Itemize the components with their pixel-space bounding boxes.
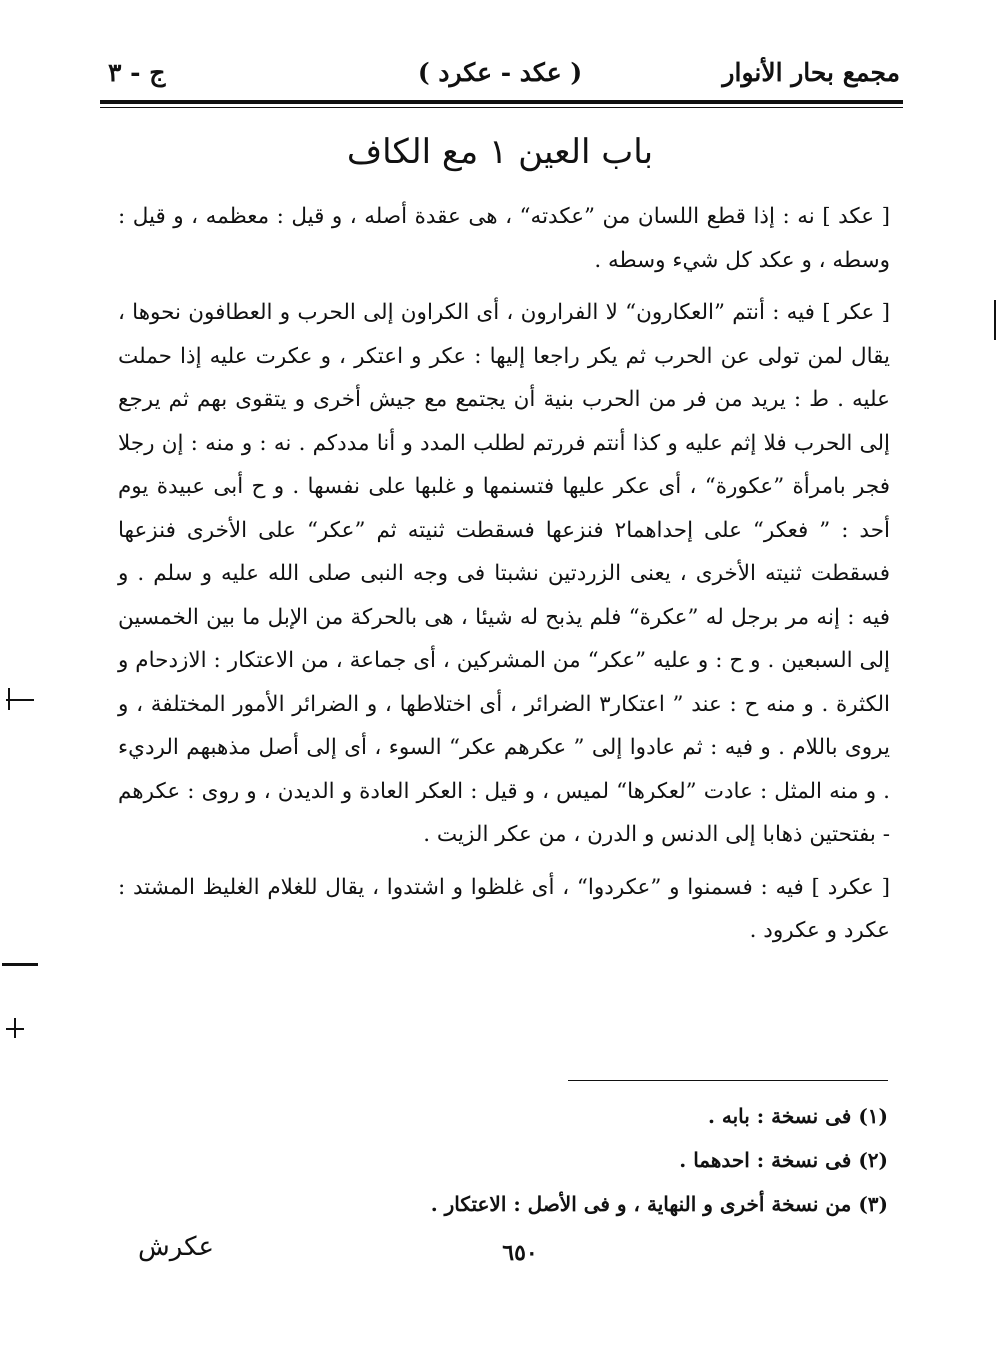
- scan-mark-5: [14, 1018, 16, 1038]
- headword-range: ( عكد - عكرد ): [417, 58, 583, 87]
- footnote-1: (١) فى نسخة : بابه .: [707, 1104, 888, 1128]
- volume-number: ج - ٣: [108, 58, 166, 87]
- scan-mark-2: [8, 688, 10, 710]
- scan-mark-1: [6, 699, 34, 701]
- footnotes: [400, 1094, 888, 1226]
- catchword: عكرش: [138, 1232, 214, 1262]
- chapter-title: باب العين ١ مع الكاف: [346, 132, 654, 172]
- footnote-3: (٣) من نسخة أخرى و النهاية ، و فى الأصل : الاعتكار .: [430, 1192, 888, 1216]
- scan-mark-6: [994, 300, 996, 340]
- footnote-divider: [568, 1080, 888, 1081]
- entry-akr: [ عكر ] فيه : أنتم ”العكارون“ لا الفرارون ، أى الكراون إلى الحرب و العطافون نحوها ، يقال لمن تولى عن الحرب ثم يكر راجعا إليها : عكر و اعتكر ، و عكرت عليه إذا حملت عليه . ط : يريد من فر من الحرب بنية أن يجتمع مع جيش أخرى و يتقوى بهم ثم يرجع إلى الحرب فلا إثم عليه و كذا أنتم فررتم لطلب المدد و أنا مددكم . نه : و منه : إن رجلا فجر بامرأة ”عكورة“ ، أى عكر عليها فتسنمها و غلبها على نفسها . و ح أبى عبيدة يوم أحد : ” فعكر“ على إحداهما٢ فنزعها فسقطت ثنيته ثم ”عكر“ على الأخرى فنزعها فسقطت ثنيته الأخرى ، يعنى الزردتين نشبتا فى وجه النبى صلى الله عليه و سلم . و فيه : إنه مر برجل له ”عكرة“ فلم يذبح له شيئا ، هى بالحركة من الإبل ما بين الخمسين إلى السبعين . و ح : و عليه ”عكر“ من المشركين ، أى جماعة ، من الاعتكار : الازدحام و الكثرة . و منه ح : عند ” اعتكار٣ الضرائر ، أى اختلاطها ، و الضرائر الأمور المختلفة ، و يروى باللام . و فيه : ثم عادوا إلى ” عكرهم عكر“ السوء ، أى إلى أصل مذهبهم الرديء . و منه المثل : عادت ”لعكرها“ لميس ، و قيل : العكر العادة و الديدن ، و روى : عكرهم - بفتحتين ذهابا إلى الدنس و الدرن ، من عكر الزيت .: [118, 300, 891, 847]
- page-number: ٦٥٠: [502, 1240, 538, 1266]
- running-header: [100, 54, 900, 98]
- header-rule-thin: [100, 107, 903, 108]
- scan-mark-3: [2, 963, 38, 966]
- main-text: [118, 195, 890, 953]
- book-title: مجمع بحار الأنوار: [722, 58, 900, 87]
- footnote-2: (٢) فى نسخة : احدهما .: [679, 1148, 888, 1172]
- entry-akrd: [ عكرد ] فيه : فسمنوا و ”عكردوا“ ، أى غلظوا و اشتدوا ، يقال للغلام الغليظ المشتد : عكرد و عكرود .: [118, 874, 890, 943]
- header-rule-thick: [100, 100, 903, 104]
- entry-akd: [ عكد ] نه : إذا قطع اللسان من ”عكدته“ ، هى عقدة أصله ، و قيل : معظمه ، و قيل : وسطه ، و عكد كل شيء وسطه .: [118, 204, 890, 273]
